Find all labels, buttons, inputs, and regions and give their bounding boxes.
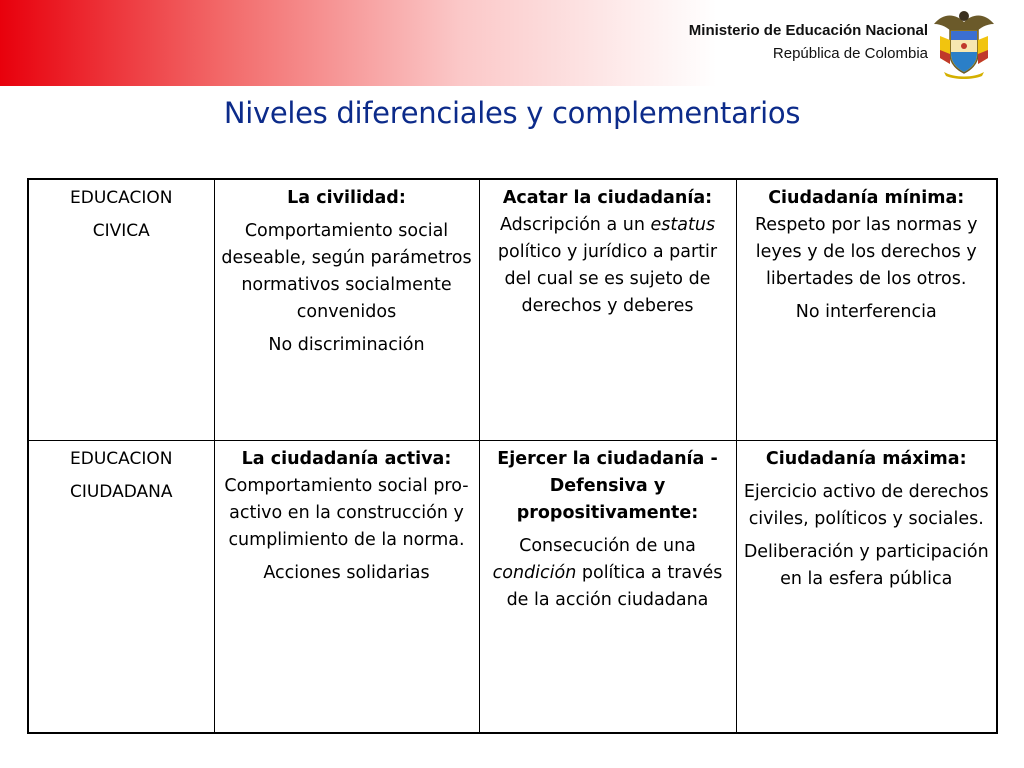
row-label-cell: [28, 179, 214, 440]
row-label: CIUDADANA: [69, 481, 173, 502]
cell-extra: Deliberación y participación en la esfera pública: [743, 541, 989, 589]
cell-body-text: político y jurídico a partir del cual se es sujeto de derechos y deberes: [497, 242, 718, 316]
cell-extra: No discriminación: [268, 335, 425, 355]
row-label: EDUCACION: [70, 188, 173, 208]
cell-body: Respeto por las normas y leyes y de los derechos y libertades de los otros.: [754, 215, 978, 289]
row-label: EDUCACION: [70, 448, 173, 469]
cell-body: Ejercicio activo de derechos civiles, políticos y sociales.: [743, 481, 989, 529]
cell-body-text: Adscripción a un: [499, 215, 645, 235]
table-cell: [479, 179, 736, 440]
table-row: [28, 440, 997, 733]
cell-heading: La ciudadanía activa:: [241, 448, 452, 469]
table-cell: [736, 179, 997, 440]
republic-name: República de Colombia: [772, 45, 928, 62]
cell-heading: Ejercer la ciudadanía - Defensiva y propositivamente:: [497, 448, 718, 523]
cell-body: Comportamiento social pro-activo en la construcción y cumplimiento de la norma.: [224, 475, 469, 550]
cell-body: [486, 533, 730, 614]
levels-table: [27, 178, 998, 734]
slide-title: Niveles diferenciales y complementarios: [223, 96, 801, 130]
cell-body-text: política a través de la acción ciudadana: [506, 562, 723, 610]
cell-heading: Ciudadanía mínima:: [768, 188, 965, 208]
table-cell: [736, 440, 997, 733]
table-cell: [479, 440, 736, 733]
cell-heading: Acatar la ciudadanía:: [502, 188, 713, 208]
row-label: CIVICA: [92, 221, 150, 241]
cell-body-text: Consecución de una: [519, 535, 696, 556]
cell-body-italic: estatus: [650, 215, 716, 235]
cell-extra: Acciones solidarias: [263, 562, 430, 583]
cell-body-italic: condición: [492, 562, 577, 583]
colombia-coat-of-arms-icon: [930, 6, 998, 80]
table-cell: [214, 179, 479, 440]
cell-body: [486, 212, 730, 320]
cell-extra: No interferencia: [795, 302, 937, 322]
cell-heading: Ciudadanía máxima:: [765, 448, 967, 469]
table-cell: [214, 440, 479, 733]
row-label-cell: [28, 440, 214, 733]
ministry-name: Ministerio de Educación Nacional: [688, 22, 928, 39]
ministry-header: [689, 22, 928, 62]
cell-body: Comportamiento social deseable, según parámetros normativos socialmente convenidos: [221, 221, 472, 322]
table-row: [28, 179, 997, 440]
cell-heading: La civilidad:: [287, 188, 406, 208]
